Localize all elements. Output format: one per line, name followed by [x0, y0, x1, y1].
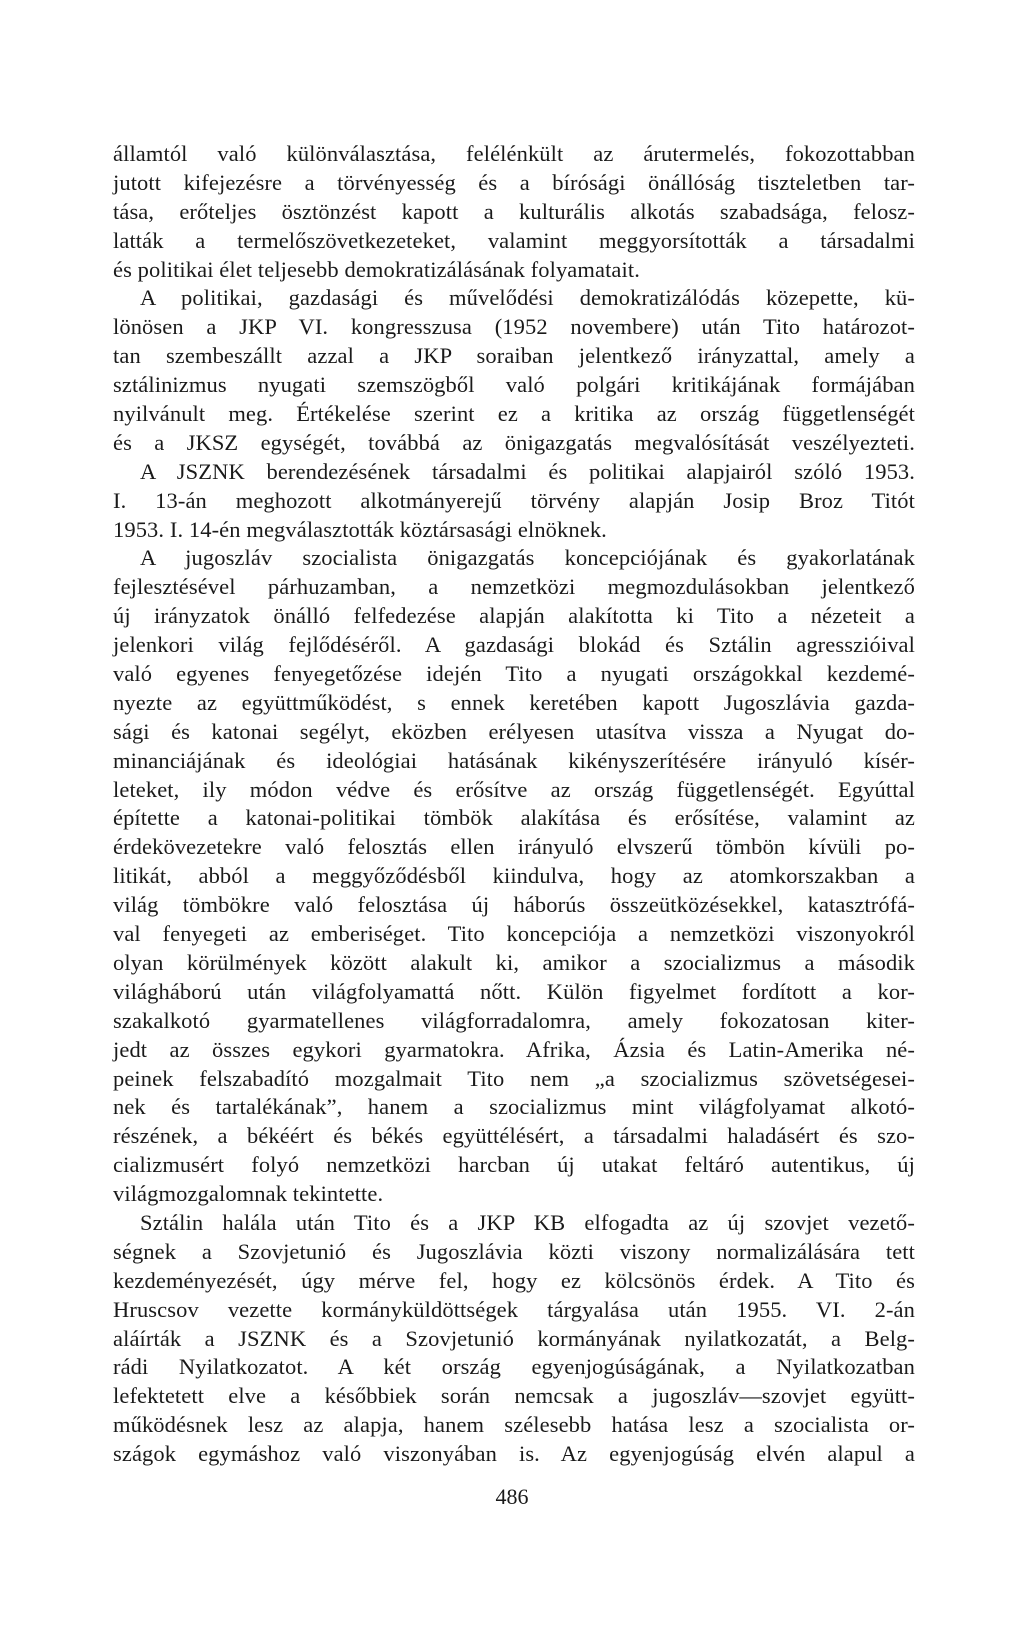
text-line: Sztálin halála után Tito és a JKP KB elfogadta az új szovjet vezető-	[140, 1209, 915, 1235]
text-line: tása, erőteljes ösztönzést kapott a kulturális alkotás szabadsága, felosz-	[113, 198, 915, 224]
page-number: 486	[495, 1484, 529, 1509]
text-line: A politikai, gazdasági és művelődési demokratizálódás közepette, kü-	[140, 285, 915, 311]
text-line: világháború után világfolyamattá nőtt. Külön figyelmet fordított a kor-	[113, 978, 915, 1004]
text-line: sztálinizmus nyugati szemszögből való polgári kritikájának formájában	[113, 372, 915, 398]
text-line: Hruscsov vezette kormányküldöttségek tárgyalása után 1955. VI. 2-án	[113, 1296, 915, 1322]
text-line: leteket, ily módon védve és erősítve az ország függetlenségét. Egyúttal	[113, 776, 915, 802]
text-line: működésnek lesz az alapja, hanem szélesebb hatása lesz a szocialista or-	[113, 1412, 915, 1438]
text-line: aláírták a JSZNK és a Szovjetunió kormányának nyilatkozatát, a Belg-	[113, 1325, 915, 1351]
text-line: lönösen a JKP VI. kongresszusa (1952 novembere) után Tito határozot-	[113, 314, 915, 340]
text-line: nyezte az együttműködést, s ennek keretében kapott Jugoszlávia gazda-	[113, 689, 915, 715]
text-line: 1953. I. 14-én megválasztották köztársasági elnöknek.	[113, 516, 607, 542]
text-line: jelenkori világ fejlődéséről. A gazdasági blokád és Sztálin agresszióival	[113, 632, 915, 658]
text-line: jutott kifejezésre a törvényesség és a bírósági önállóság tiszteletben tar-	[113, 169, 915, 195]
body-text	[113, 140, 915, 1469]
text-line: ségnek a Szovjetunió és Jugoszlávia közti viszony normalizálására tett	[113, 1238, 915, 1264]
text-line: A JSZNK berendezésének társadalmi és politikai alapjairól szóló 1953.	[140, 458, 915, 484]
text-line: nyilvánult meg. Értékelése szerint ez a kritika az ország függetlenségét	[113, 401, 915, 427]
text-line: val fenyegeti az emberiséget. Tito koncepciója a nemzetközi viszonyokról	[113, 921, 915, 947]
text-line: államtól való különválasztása, felélénkült az árutermelés, fokozottabban	[113, 141, 915, 166]
text-line: világ tömbökre való felosztása új háborús összeütközésekkel, katasztrófá-	[113, 892, 915, 918]
text-line: való egyenes fenyegetőzése idején Tito a nyugati országokkal kezdemé-	[113, 661, 915, 687]
text-line: lefektetett elve a későbbiek során nemcsak a jugoszláv—szovjet együtt-	[113, 1383, 915, 1409]
text-line: tan szembeszállt azzal a JKP soraiban jelentkező irányzattal, amely a	[113, 343, 915, 369]
text-line: kezdeményezését, úgy mérve fel, hogy ez kölcsönös érdek. A Tito és	[113, 1267, 915, 1293]
text-line: új irányzatok önálló felfedezése alapján alakította ki Tito a nézeteit a	[113, 603, 915, 629]
text-line: A jugoszláv szocialista önigazgatás koncepciójának és gyakorlatának	[140, 545, 915, 571]
text-line: olyan körülmények között alakult ki, amikor a szocializmus a második	[113, 949, 915, 975]
text-line: építette a katonai-politikai tömbök alakítása és erősítése, valamint az	[113, 805, 915, 831]
text-line: fejlesztésével párhuzamban, a nemzetközi megmozdulásokban jelentkező	[113, 574, 915, 600]
text-line: világmozgalomnak tekintette.	[113, 1181, 384, 1207]
text-line: litikát, abból a meggyőződésből kiindulva, hogy az atomkorszakban a	[113, 863, 915, 889]
text-line: nek és tartalékának”, hanem a szocializmus mint világfolyamat alkotó-	[113, 1094, 915, 1120]
text-line: szágok egymáshoz való viszonyában is. Az egyenjogúság elvén alapul a	[113, 1441, 915, 1467]
text-line: cializmusért folyó nemzetközi harcban új utakat feltáró autentikus, új	[113, 1152, 915, 1178]
text-line: rádi Nyilatkozatot. A két ország egyenjogúságának, a Nyilatkozatban	[113, 1354, 915, 1380]
text-line: jedt az összes egykori gyarmatokra. Afrika, Ázsia és Latin-Amerika né-	[113, 1036, 915, 1062]
text-line: sági és katonai segélyt, eközben erélyesen utasítva vissza a Nyugat do-	[113, 718, 915, 744]
text-line: peinek felszabadító mozgalmait Tito nem „a szocializmus szövetségesei-	[113, 1065, 915, 1091]
text-line: érdekövezetekre való felosztás ellen irányuló elvszerű tömbön kívüli po-	[113, 834, 915, 860]
text-line: I. 13-án meghozott alkotmányerejű törvény alapján Josip Broz Titót	[113, 487, 915, 513]
text-line: szakalkotó gyarmatellenes világforradalomra, amely fokozatosan kiter-	[113, 1007, 915, 1033]
text-line: és politikai élet teljesebb demokratizálásának folyamatait.	[113, 256, 640, 282]
text-line: latták a termelőszövetkezeteket, valamint meggyorsították a társadalmi	[113, 227, 915, 253]
text-line: és a JKSZ egységét, továbbá az önigazgatás megvalósítását veszélyezteti.	[113, 429, 915, 455]
text-line: részének, a békéért és békés együttélésért, a társadalmi haladásért és szo-	[113, 1123, 915, 1149]
text-line: minanciájának és ideológiai hatásának kikényszerítésére irányuló kísér-	[113, 747, 915, 773]
